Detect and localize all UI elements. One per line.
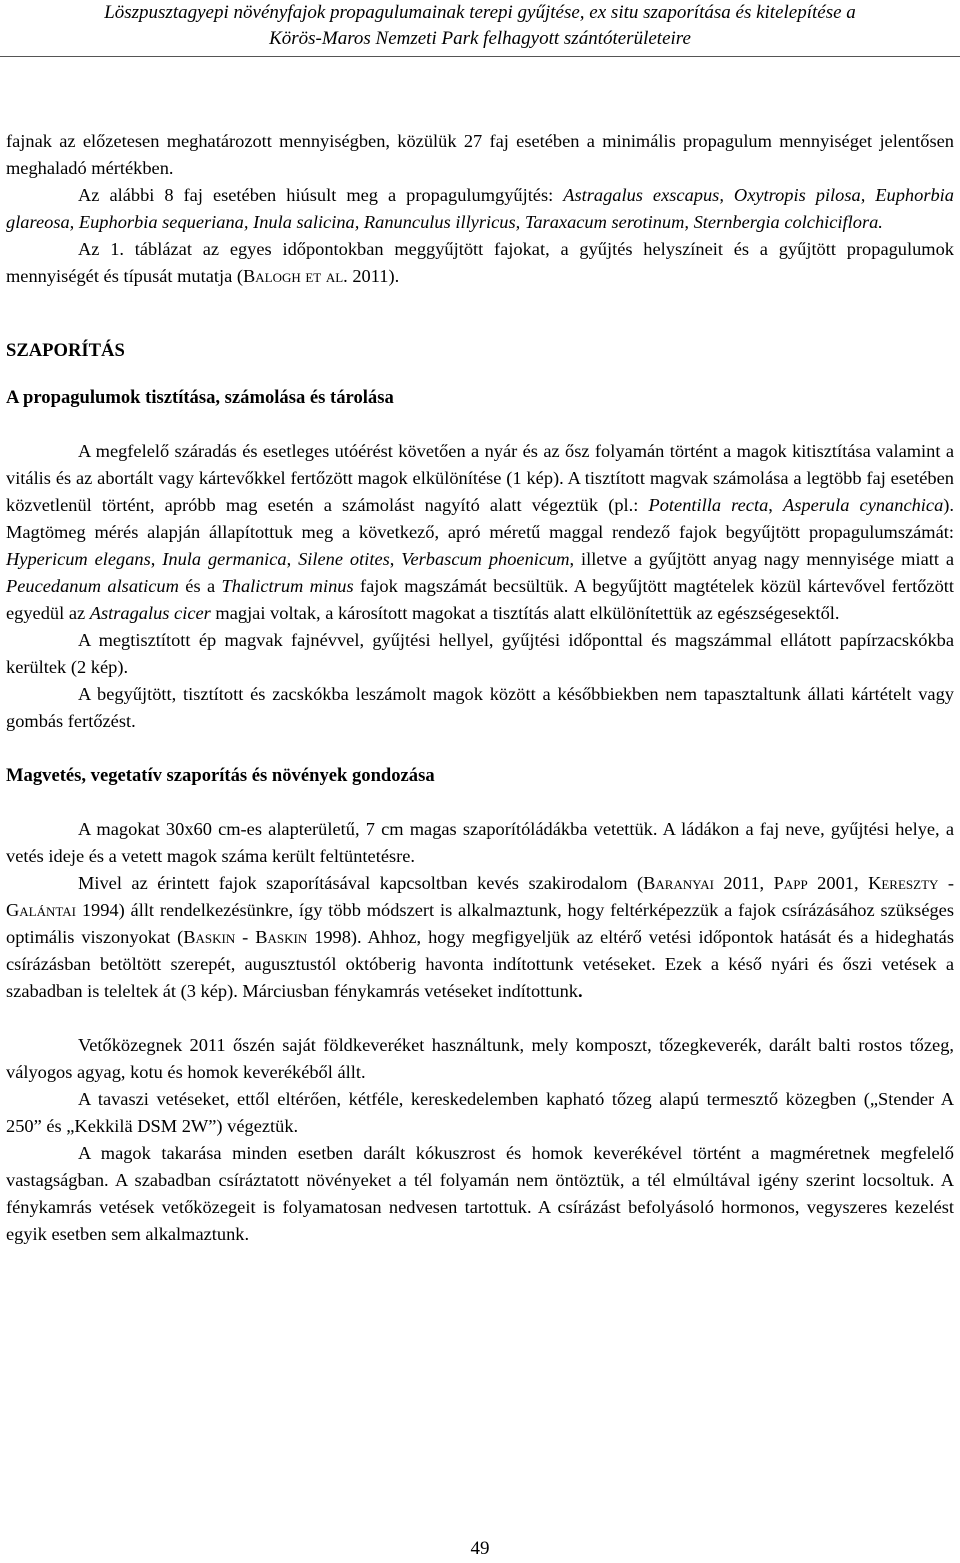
paragraph-text: ). Magtömeg mérés alapján állapítottuk meg a következő, apró méretű maggal rendező fajok begyűjtött propagulumszámát:	[6, 495, 955, 542]
paragraph-text: magjai voltak, a károsított magokat a tisztítás alatt elkülönítettük az egészségesektől.	[210, 603, 840, 623]
paragraph-cleaning	[6, 438, 954, 627]
paragraph-text: 2001,	[807, 873, 869, 893]
paragraph-text: .	[577, 981, 583, 1001]
species-name: Inula germanica	[162, 549, 287, 569]
spacer	[6, 1005, 954, 1032]
species-name: Potentilla recta	[648, 495, 769, 515]
species-name: Thalictrum minus	[221, 576, 354, 596]
paragraph-methods	[6, 870, 954, 1005]
paragraph-covering: A magok takarása minden esetben darált kókuszrost és homok keverékével történt a magméretnek megfelelő vastagságban. A szabadban csíráztatott növényeket a tél folyamán nem öntöztük, a tél elmúltával igény szerint locsoltuk. A fénykamrás vetések vetőközegeit is folyamatosan nedvesen tartottuk. A csírázást befolyásoló hormonos, vegyszeres kezelést egyik esetben sem alkalmaztunk.	[6, 1143, 954, 1244]
page-number: 49	[470, 1538, 490, 1559]
species-list: Astragalus exscapus, Oxytropis pilosa, Euphorbia glareosa, Euphorbia sequeriana, Inula salicina, Ranunculus illyricus, Taraxacum serotinum, Sternbergia colchiciflora.	[6, 185, 954, 232]
paragraph-storage: A megtisztított ép magvak fajnévvel, gyűjtési hellyel, gyűjtési időponttal és magszámmal ellátott papírzacskókba kerültek (2 kép).	[6, 630, 954, 677]
paragraph-text: Az alábbi 8 faj esetében hiúsult meg a propagulumgyűjtés:	[78, 185, 564, 205]
paragraph-text: ,	[389, 549, 402, 569]
spacer	[6, 789, 954, 816]
paragraph-text: ,	[286, 549, 299, 569]
header-line-2: Körös-Maros Nemzeti Park felhagyott szántóterületeire	[269, 28, 691, 49]
paragraph-text: 1998). Ahhoz, hogy megfigyeljük az eltérő vetési időpontok hatását és a hideghatás csírázásban betöltött szerepét, augusztustól októberig havonta indítottunk vetéseket. Ezek a késő nyári és őszi vetések a szabadban is teleltek át (3 kép). Márciusban fénykamrás vetéseket indítottunk	[6, 927, 954, 1001]
subsection-heading-sowing: Magvetés, vegetatív szaporítás és növények gondozása	[6, 765, 435, 786]
spacer	[6, 317, 954, 337]
citation-author: Kereszty - Galántai	[6, 873, 955, 920]
species-name: Peucedanum alsaticum	[6, 576, 179, 596]
paragraph-text: 2011,	[713, 873, 774, 893]
paragraph-no-damage: A begyűjtött, tisztított és zacskókba leszámolt magok között a későbbiekben nem tapasztaltunk állati kártételt vagy gombás fertőzést.	[6, 684, 954, 731]
spacer	[6, 364, 954, 384]
species-name: Silene otites	[298, 549, 390, 569]
paragraph-continuation: fajnak az előzetesen meghatározott mennyiségben, közülük 27 faj esetében a minimális propagulum mennyiséget jelentősen meghaladó mértékben.	[6, 131, 954, 178]
paragraph-text: 1994) állt rendelkezésünkre, így több módszert is alkalmaztunk, hogy feltérképezzük a fajok csírázásához szükséges optimális viszonyokat (	[6, 900, 954, 947]
citation-author: Baskin - Baskin	[183, 927, 308, 947]
citation-author: Balogh et al.	[242, 266, 348, 286]
paragraph-text: 2011).	[347, 266, 400, 286]
paragraph-text: ,	[150, 549, 163, 569]
paragraph-text: Mivel az érintett fajok szaporításával kapcsoltban kevés szakirodalom (	[78, 873, 644, 893]
paragraph-substrate: Vetőközegnek 2011 őszén saját földkeveréket használtunk, mely komposzt, tőzegkeverék, darált balti rostos tőzeg, vályogos agyag, kotu és homok keverékéből állt.	[6, 1035, 954, 1082]
page-body	[6, 128, 954, 1248]
spacer	[6, 735, 954, 762]
paragraph-spring-sowing: A tavaszi vetéseket, ettől eltérően, kétféle, kereskedelemben kapható tőzeg alapú termesztő közegben („Stender A 250” és „Kekkilä DSM 2W”) végeztük.	[6, 1089, 954, 1136]
paragraph-text: és a	[178, 576, 222, 596]
citation-author: Papp	[773, 873, 808, 893]
header-line-1: Löszpusztagyepi növényfajok propagulumainak terepi gyűjtése, ex situ szaporítása és kitelepítése a	[104, 2, 856, 23]
citation-author: Baranyai	[643, 873, 714, 893]
paragraph-text: ,	[768, 495, 783, 515]
paragraph-failed-species	[6, 182, 954, 236]
paragraph-text: fajok magszámát becsültük. A begyűjtött magtételek közül kártevővel fertőzött egyedül az	[6, 576, 955, 623]
species-name: Asperula cynanchica	[783, 495, 944, 515]
subsection-heading-cleaning: A propagulumok tisztítása, számolása és tárolása	[6, 387, 394, 408]
paragraph-sowing-boxes: A magokat 30x60 cm-es alapterületű, 7 cm magas szaporítóládákba vetettük. A ládákon a faj neve, gyűjtési helye, a vetés ideje és a vetett magok száma került feltüntetésre.	[6, 819, 954, 866]
paragraph-text: , illetve a gyűjtött anyag nagy mennyisége miatt a	[569, 549, 954, 569]
species-name: Astragalus cicer	[89, 603, 211, 623]
paragraph-table-reference	[6, 236, 954, 290]
species-name: Hypericum elegans	[6, 549, 151, 569]
paragraph-text: A megfelelő száradás és esetleges utóérést követően a nyár és az ősz folyamán történt a magok kitisztítása valamint a vitális és az abortált vagy kártevőkkel fertőzött magok elkülönítése (1 kép). A tisztított magvak számolása a legtöbb faj esetében közvetlenül történt, apróbb mag esetén a számolást nagyító alatt végeztük (pl.:	[6, 441, 954, 515]
section-heading: SZAPORÍTÁS	[6, 340, 125, 361]
running-header	[0, 0, 960, 57]
spacer	[6, 411, 954, 438]
spacer	[6, 290, 954, 317]
species-name: Verbascum phoenicum	[401, 549, 570, 569]
paragraph-text: Az 1. táblázat az egyes időpontokban meggyűjtött fajokat, a gyűjtés helyszíneit és a gyűjtött propagulumok mennyiségét és típusát mutatja (	[6, 239, 954, 286]
